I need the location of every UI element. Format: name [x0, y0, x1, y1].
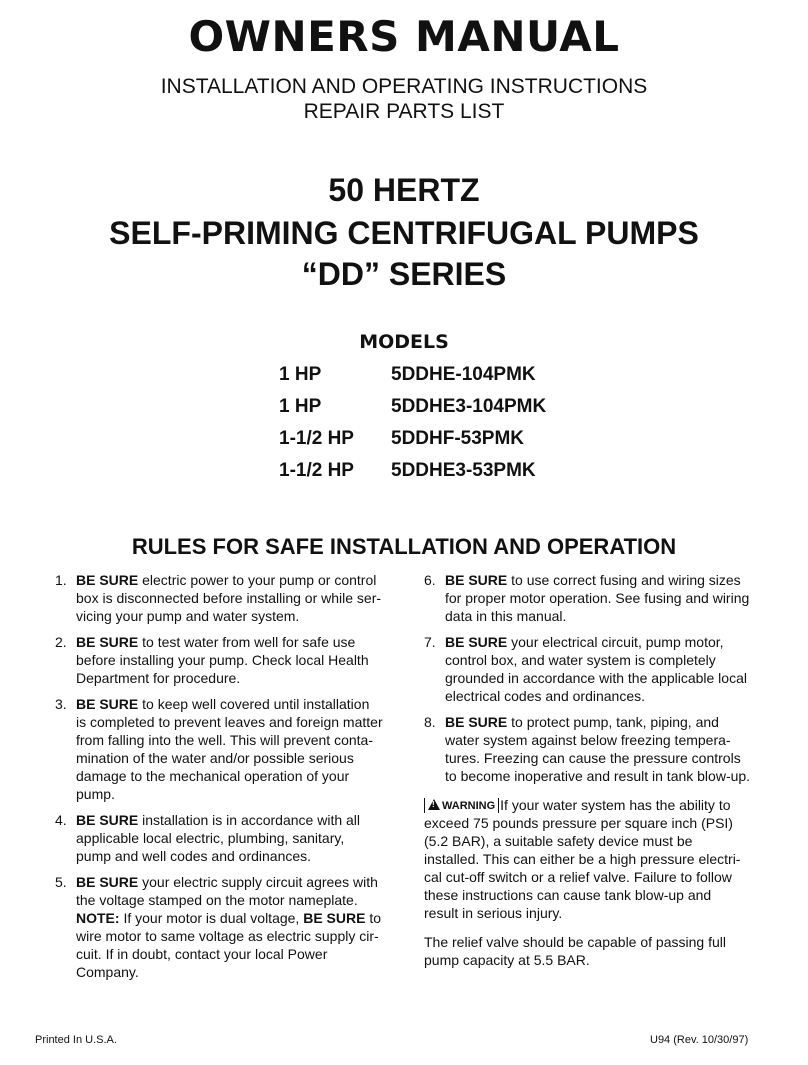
rule-text: to use correct fusing and wiring sizes: [511, 572, 741, 588]
rules-heading: RULES FOR SAFE INSTALLATION AND OPERATION: [131, 534, 677, 559]
model-number: 5DDHE3-53PMK: [391, 460, 536, 481]
rule-text: to test water from well for safe use: [142, 634, 356, 650]
rule-number: 7.: [424, 634, 436, 650]
rule-text: box is disconnected before installing or while ser-: [76, 590, 382, 606]
warning-text: (5.2 BAR), a suitable safety device must be: [424, 833, 693, 849]
rule-text: grounded in accordance with the applicable local: [445, 670, 747, 686]
rule-item: [424, 713, 760, 785]
rule-text: pump.: [76, 786, 115, 802]
be-sure-label: BE SURE: [445, 714, 508, 730]
be-sure-label: BE SURE: [76, 572, 139, 588]
model-number: 5DDHE3-104PMK: [391, 396, 547, 417]
rule-number: 2.: [55, 634, 67, 650]
rule-text: is completed to prevent leaves and foreign matter: [76, 714, 383, 730]
rule-text: before installing your pump. Check local Health: [76, 652, 369, 668]
rule-text: your electrical circuit, pump motor,: [511, 634, 724, 650]
warning-paragraph: [424, 796, 760, 922]
rule-text: pump and well codes and ordinances.: [76, 848, 312, 864]
model-horsepower: 1 HP: [279, 396, 322, 417]
rule-number: 4.: [55, 812, 67, 828]
warning-text: these instructions can cause tank blow-up and: [424, 887, 712, 903]
rule-item: [55, 571, 399, 625]
rule-text: to: [369, 910, 382, 926]
rule-text: data in this manual.: [445, 608, 567, 624]
warning-text: If your water system has the ability to: [500, 797, 731, 813]
be-sure-label: BE SURE: [76, 696, 139, 712]
warning-text: cal cut-off switch or a relief valve. Failure to follow: [424, 869, 732, 885]
subtitle-installation: INSTALLATION AND OPERATING INSTRUCTIONS: [160, 75, 648, 98]
rule-text: tures. Freezing can cause the pressure controls: [445, 750, 741, 766]
relief-valve-paragraph: [424, 933, 760, 969]
footer-revision: U94 (Rev. 10/30/97): [650, 1034, 749, 1046]
rule-item: [55, 633, 399, 687]
footer-printed-in: Printed In U.S.A.: [35, 1034, 117, 1046]
model-horsepower: 1-1/2 HP: [279, 460, 354, 481]
rule-item: [55, 873, 399, 981]
rule-text: to keep well covered until installation: [142, 696, 370, 712]
rule-text: to become inoperative and result in tank blow-up.: [445, 768, 751, 784]
rule-text: for proper motor operation. See fusing and wiring: [445, 590, 750, 606]
rule-text: damage to the mechanical operation of your: [76, 768, 350, 784]
note-label: NOTE:: [76, 910, 120, 926]
be-sure-label: BE SURE: [76, 634, 139, 650]
rule-item: [424, 633, 760, 705]
product-type: SELF-PRIMING CENTRIFUGAL PUMPS: [109, 215, 699, 251]
rule-text: from falling into the well. This will prevent conta-: [76, 732, 373, 748]
be-sure-label: BE SURE: [303, 910, 366, 926]
rule-item: [55, 695, 399, 803]
be-sure-label: BE SURE: [445, 634, 508, 650]
rules-left-column: [55, 571, 399, 989]
rules-right-column: [424, 571, 760, 969]
rule-number: 6.: [424, 572, 436, 588]
model-row: [0, 392, 808, 422]
relief-text: The relief valve should be capable of passing full: [424, 934, 726, 950]
rule-text: cuit. If in doubt, contact your local Power: [76, 946, 328, 962]
rule-text: electric power to your pump or control: [142, 572, 377, 588]
model-number: 5DDHE-104PMK: [391, 364, 536, 385]
model-row: [0, 360, 808, 390]
be-sure-label: BE SURE: [76, 874, 139, 890]
warning-text: exceed 75 pounds pressure per square inch (PSI): [424, 815, 733, 831]
model-row: [0, 456, 808, 486]
rule-text: Company.: [76, 964, 139, 980]
rule-text: mination of the water and/or possible serious: [76, 750, 354, 766]
rule-text: If your motor is dual voltage,: [123, 910, 300, 926]
warning-label: WARNING: [442, 800, 496, 812]
product-frequency: 50 HERTZ: [328, 172, 480, 208]
rule-text: wire motor to same voltage as electric supply cir-: [76, 928, 379, 944]
rule-item: [424, 571, 760, 625]
rule-text: Department for procedure.: [76, 670, 241, 686]
models-heading: MODELS: [359, 331, 449, 353]
warning-text: result in serious injury.: [424, 905, 563, 921]
warning-triangle-icon: [428, 799, 440, 810]
product-series: “DD” SERIES: [301, 256, 507, 292]
document-title: OWNERS MANUAL: [188, 12, 620, 61]
model-row: [0, 424, 808, 454]
rule-text: the voltage stamped on the motor nameplate.: [76, 892, 358, 908]
rule-number: 8.: [424, 714, 436, 730]
rule-text: installation is in accordance with all: [142, 812, 361, 828]
rule-text: to protect pump, tank, piping, and: [511, 714, 719, 730]
rule-text: vicing your pump and water system.: [76, 608, 300, 624]
be-sure-label: BE SURE: [76, 812, 139, 828]
rule-item: [55, 811, 399, 865]
model-number: 5DDHF-53PMK: [391, 428, 525, 449]
warning-badge: [424, 798, 499, 813]
relief-text: pump capacity at 5.5 BAR.: [424, 952, 590, 968]
model-horsepower: 1-1/2 HP: [279, 428, 354, 449]
rule-number: 5.: [55, 874, 67, 890]
model-horsepower: 1 HP: [279, 364, 322, 385]
rule-text: electrical codes and ordinances.: [445, 688, 646, 704]
rule-text: control box, and water system is completely: [445, 652, 716, 668]
rule-number: 1.: [55, 572, 67, 588]
warning-text: installed. This can either be a high pressure electri-: [424, 851, 741, 867]
subtitle-repair-parts: REPAIR PARTS LIST: [303, 100, 505, 123]
be-sure-label: BE SURE: [445, 572, 508, 588]
rule-text: your electric supply circuit agrees with: [142, 874, 378, 890]
rule-text: applicable local electric, plumbing, sanitary,: [76, 830, 345, 846]
rule-number: 3.: [55, 696, 67, 712]
rule-text: water system against below freezing tempera-: [445, 732, 731, 748]
